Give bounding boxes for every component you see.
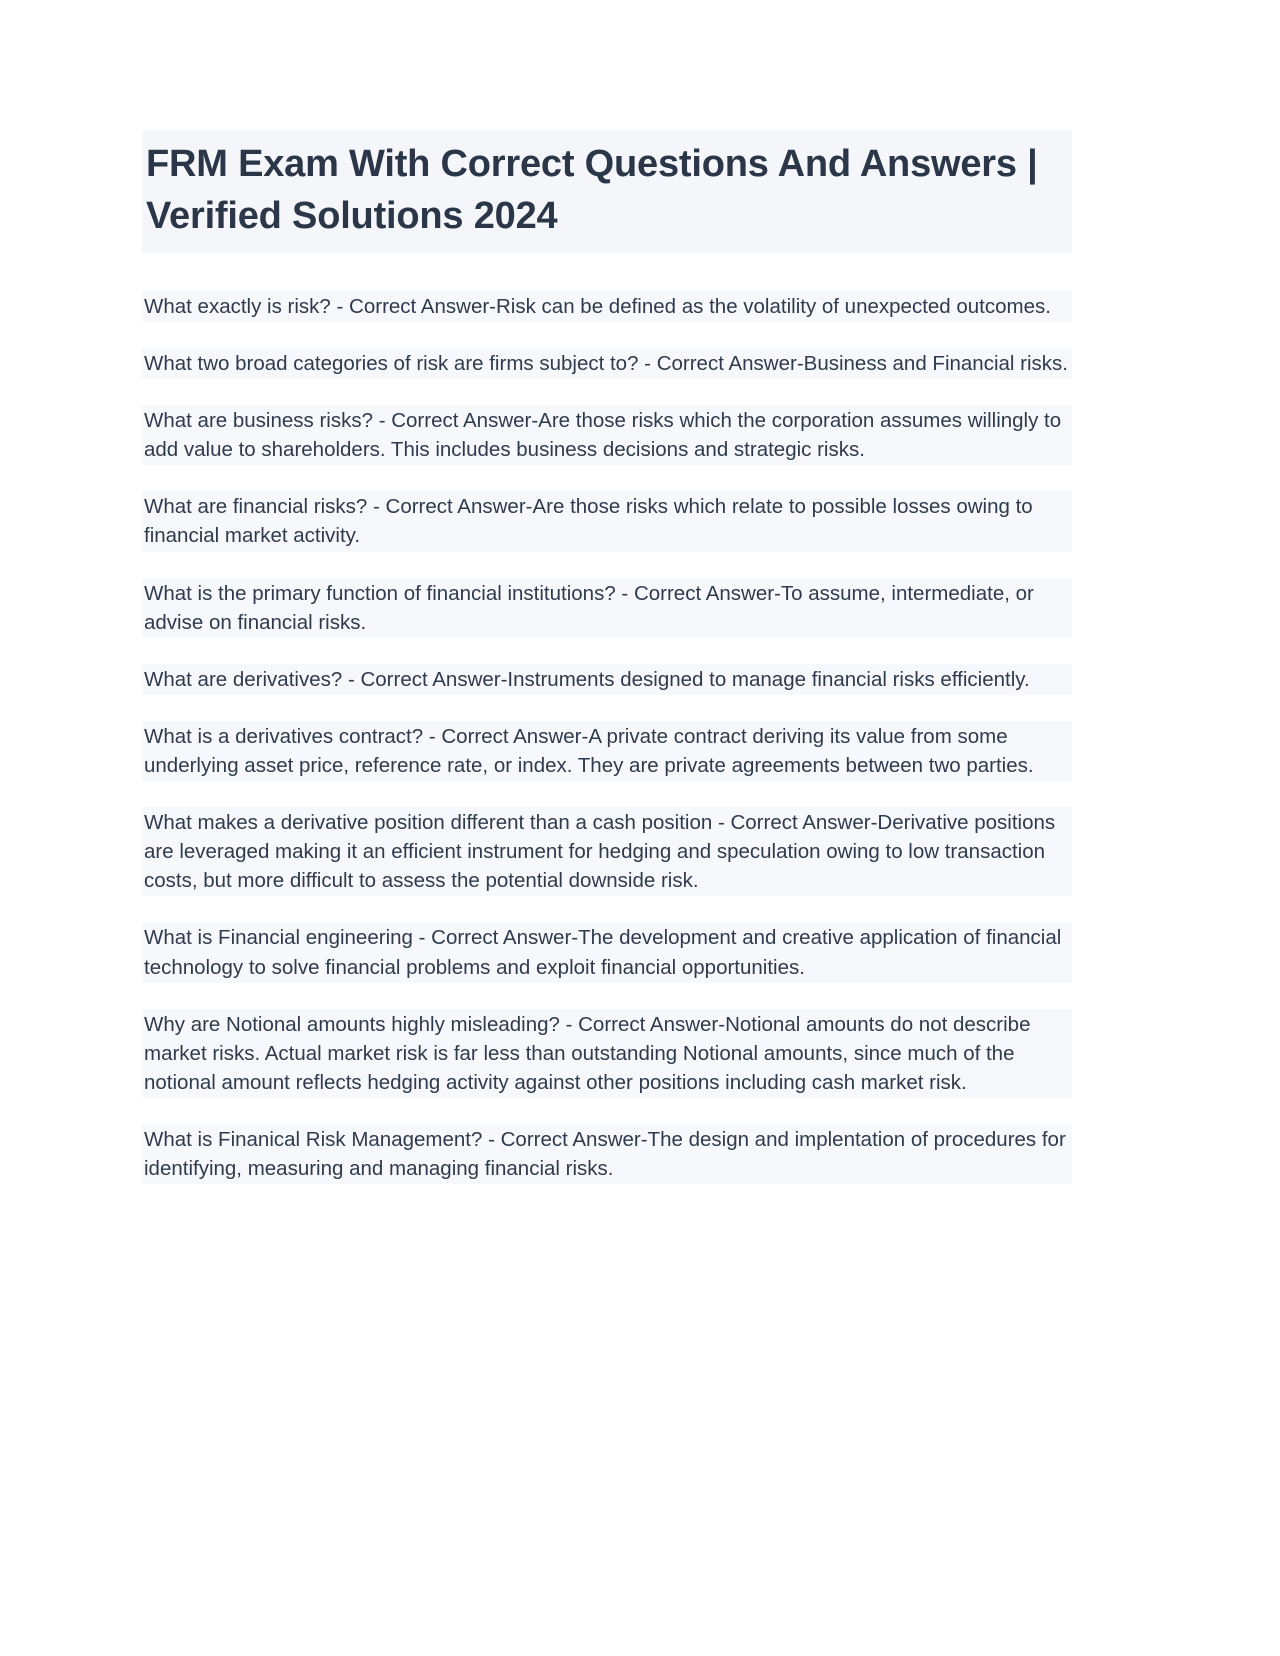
qa-item: What is a derivatives contract? - Correct Answer-A private contract deriving its value from some underlying asset price, reference rate, or index. They are private agreements between two parties. [142,721,1072,781]
qa-item: What is Finanical Risk Management? - Correct Answer-The design and implentation of procedures for identifying, measuring and managing financial risks. [142,1124,1072,1184]
qa-item: Why are Notional amounts highly misleading? - Correct Answer-Notional amounts do not describe market risks. Actual market risk is far less than outstanding Notional amounts, since much of the notional amount reflects hedging activity against other positions including cash market risk. [142,1009,1072,1098]
page-title: FRM Exam With Correct Questions And Answers | Verified Solutions 2024 [142,130,1072,253]
qa-item: What two broad categories of risk are firms subject to? - Correct Answer-Business and Financial risks. [142,348,1072,379]
qa-item: What is Financial engineering - Correct Answer-The development and creative application of financial technology to solve financial problems and exploit financial opportunities. [142,922,1072,982]
qa-item: What makes a derivative position different than a cash position - Correct Answer-Derivative positions are leveraged making it an efficient instrument for hedging and speculation owing to low transaction costs, but more difficult to assess the potential downside risk. [142,807,1072,896]
qa-item: What are derivatives? - Correct Answer-Instruments designed to manage financial risks efficiently. [142,664,1072,695]
qa-item: What are financial risks? - Correct Answer-Are those risks which relate to possible losses owing to financial market activity. [142,491,1072,551]
qa-item: What exactly is risk? - Correct Answer-Risk can be defined as the volatility of unexpected outcomes. [142,291,1072,322]
qa-list [142,291,1140,1184]
qa-item: What are business risks? - Correct Answer-Are those risks which the corporation assumes willingly to add value to shareholders. This includes business decisions and strategic risks. [142,405,1072,465]
qa-item: What is the primary function of financial institutions? - Correct Answer-To assume, intermediate, or advise on financial risks. [142,578,1072,638]
